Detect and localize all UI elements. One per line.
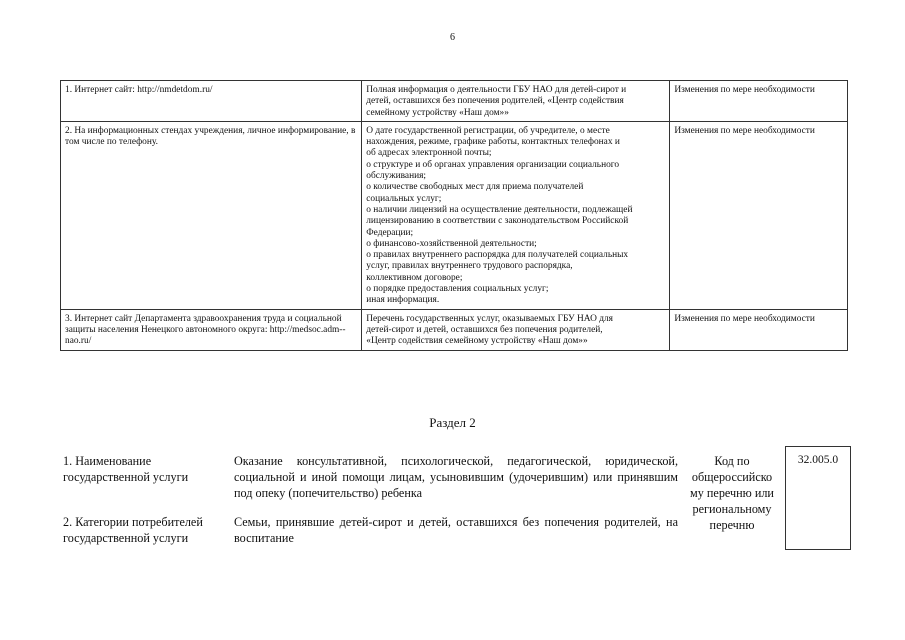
page-number: 6 — [450, 32, 455, 43]
info-frequency-cell: Изменения по мере необходимости — [670, 309, 848, 350]
content-line: об адресах электронной почты; — [366, 148, 492, 159]
code-label-line: перечню — [709, 518, 755, 532]
label-line: государственной услуги — [63, 470, 189, 484]
consumers-label — [63, 514, 203, 546]
code-label-line: Код по — [714, 454, 750, 468]
info-method-cell: 1. Интернет сайт: http://nmdetdom.ru/ — [61, 81, 362, 122]
content-line: семейному устройству «Наш дом»» — [366, 107, 509, 118]
consumers-value — [234, 514, 678, 546]
value-line: (удочерившим) или принявшим под опеку (попечительство) ребенка — [234, 470, 679, 500]
registry-code-label — [678, 453, 786, 533]
registry-code-value: 32.005.0 — [785, 446, 851, 550]
table-row — [61, 121, 848, 309]
code-label-line: общероссийско — [691, 470, 773, 484]
content-line: лицензированию в соответствии с законодательством Российской — [366, 216, 629, 227]
info-frequency-cell: Изменения по мере необходимости — [670, 81, 848, 122]
table-row — [61, 309, 848, 350]
value-line: родителей, на воспитание — [234, 515, 678, 545]
info-method-cell: 2. На информационных стендах учреждения, личное информирование, в том числе по телефону. — [61, 121, 362, 309]
content-line: Полная информация о деятельности ГБУ НАО для детей-сирот и — [366, 85, 627, 95]
content-line: «Центр содействия семейному устройству «Наш дом»» — [366, 336, 588, 347]
content-line: о количестве свободных мест для приема получателей — [366, 182, 584, 193]
content-line: обслуживания; — [366, 171, 427, 182]
label-line: 2. Категории потребителей — [63, 515, 203, 529]
information-table — [60, 80, 848, 351]
content-line: о структуре и об органах управления организации социального — [366, 159, 620, 170]
label-line: 1. Наименование — [63, 454, 152, 468]
content-line: Федерации; — [366, 227, 414, 238]
content-line: Перечень государственных услуг, оказываемых ГБУ НАО для — [366, 313, 613, 324]
info-method-cell: 3. Интернет сайт Департамента здравоохранения труда и социальной защиты населения Ненецкого автономного округа: http://medsoc.adm--nao.ru/ — [61, 309, 362, 350]
section-title: Раздел 2 — [429, 415, 476, 430]
content-line: нахождения, режиме, графике работы, контактных телефонах и — [366, 137, 620, 148]
content-line: детей-сирот и детей, оставшихся без попечения родителей, — [366, 324, 603, 335]
content-line: О дате государственной регистрации, об учредителе, о месте — [366, 125, 610, 136]
info-content-cell — [362, 81, 670, 122]
value-line: Семьи, принявшие детей-сирот и детей, оставшихся без попечения — [234, 515, 599, 529]
content-line: иная информация. — [366, 295, 440, 306]
content-line: услуг, правилах внутреннего трудового распорядка, — [366, 261, 573, 272]
service-name-label — [63, 453, 188, 485]
content-line: социальных услуг; — [366, 193, 442, 204]
content-line: о финансово-хозяйственной деятельности; — [366, 238, 537, 249]
code-label-line: региональному — [692, 502, 772, 516]
content-line: детей, оставшихся без попечения родителей, «Центр содействия — [366, 96, 624, 107]
value-line: Оказание консультативной, психологической, педагогической, — [234, 454, 592, 468]
content-line: о наличии лицензий на осуществление деятельности, подлежащей — [366, 204, 633, 215]
info-frequency-cell: Изменения по мере необходимости — [670, 121, 848, 309]
service-name-value — [234, 453, 678, 501]
content-line: о порядке предоставления социальных услуг; — [366, 284, 549, 295]
content-line: о правилах внутреннего распорядка для получателей социальных — [366, 250, 629, 261]
info-content-cell — [362, 121, 670, 309]
code-label-line: му перечню или — [690, 486, 774, 500]
table-row — [61, 81, 848, 122]
content-line: коллективном договоре; — [366, 272, 463, 283]
value-line: юридической, социальной и иной помощи лицам, усыновившим — [234, 454, 679, 484]
info-content-cell — [362, 309, 670, 350]
label-line: государственной услуги — [63, 531, 189, 545]
